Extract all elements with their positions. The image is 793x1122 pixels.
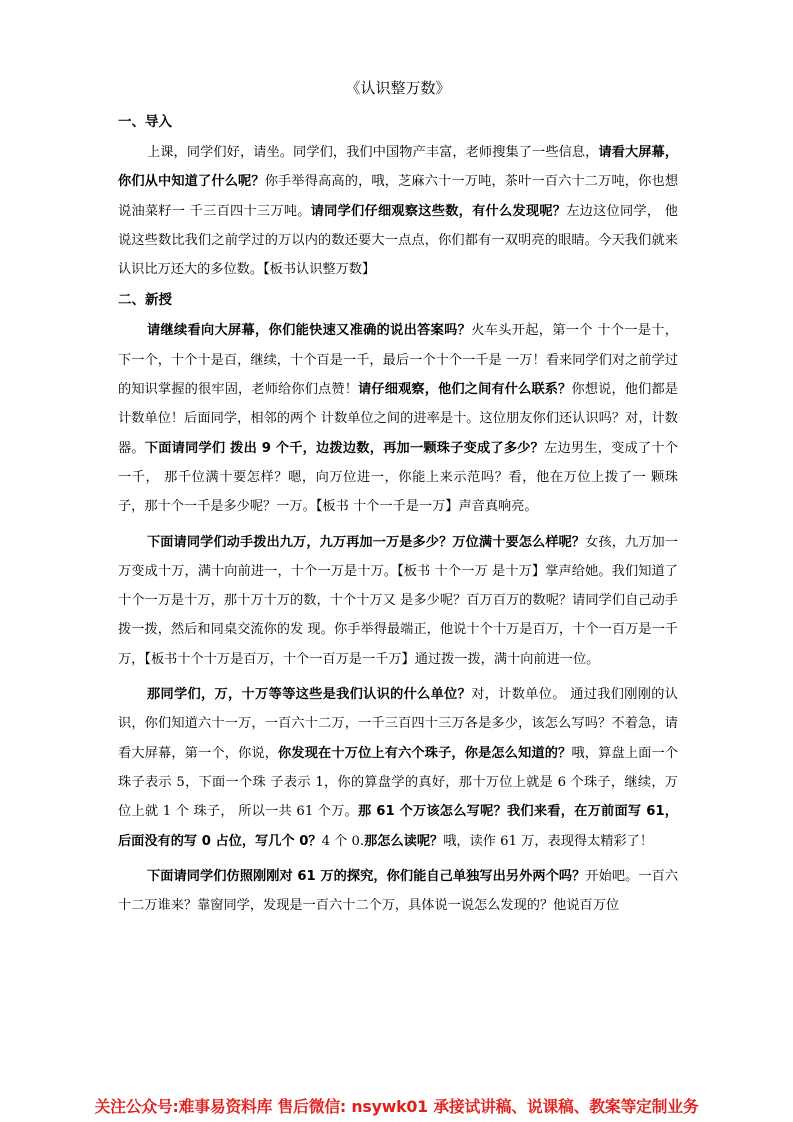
bold-text-run: 下面请同学们仿照刚刚对 61 万的探究，你们能自己单独写出另外两个吗？ [147,868,586,884]
paragraph [118,862,678,921]
bold-text-run: 请同学们仔细观察这些数，有什么发现呢？ [310,203,567,219]
paragraph [118,316,678,521]
text-run: 开始吧。一百六十二万谁来？靠窗同学，发现是一百六十二个万，具体说一说怎么发现的？他说百万位 [118,868,679,914]
bold-text-run: 那怎么读呢？ [364,833,444,849]
section-new-lesson-body [118,316,678,920]
bold-text-run: 请仔细观察，他们之间有什么联系？ [358,382,572,398]
text-run: 哦，算盘上面一个珠子表示 5，下面一个珠 子表示 1，你的算盘学的真好，那十万位上就是 6 个珠子，继续，万位上就 1 个 珠子， 所以一共 61 个万。 [118,745,679,820]
text-run: 你手举得高高的，哦，芝麻六十一万吨，茶叶一百六十二万吨，你也想说油菜籽一 千三百四十三万吨。 [118,174,679,219]
bold-text-run: 请继续看向大屏幕，你们能快速又准确的说出答案吗？ [147,323,472,339]
paragraph [118,680,678,856]
section-heading-new-lesson: 二、新授 [118,292,172,309]
bold-text-run: 下面请同学们 拨出 9 个千，边拨边数，再加一颗珠子变成了多少？ [144,440,545,456]
text-run: 对，计数单位。 通过我们刚刚的认识，你们知道六十一万，一百六十二万，一千三百四十三万各是多少，该怎么写吗？不着急，请看大屏幕，第一个，你说， [118,687,678,761]
section-intro-body [118,138,678,284]
bold-text-run: 下面请同学们动手拨出九万，九万再加一万是多少？万位满十要怎么样呢？ [147,534,586,550]
document-title: 《认识整万数》 [345,79,451,97]
text-run: 4 个 0. [321,833,365,849]
document-page [118,78,678,926]
paragraph [118,138,678,284]
footer-banner: 关注公众号:难事易资料库 售后微信: nsywk01 承接试讲稿、说课稿、教案等定制业务 [94,1097,699,1116]
bold-text-run: 那 61 个万该怎么写呢？我们来看，在万前面写 61，后面没有的写 0 占位，写几个 0？ [118,804,678,849]
section-heading-intro: 一、导入 [118,114,172,130]
bold-text-run: 那同学们，万，十万等等这些是我们认识的什么单位？ [147,687,472,703]
text-run: 上课，同学们好，请坐。同学们，我们中国物产丰富，老师搜集了一些信息， [147,145,599,160]
text-run: 火车头开起，第一个 十个一是十，下一个，十个十是百，继续，十个百是一千，最后一个十个一千是 一万！看来同学们对之前学过的知识掌握的很牢固，老师给你们点赞！ [118,323,678,398]
text-run: 哦，读作 61 万，表现得太精彩了！ [443,833,654,849]
text-run: 女孩，九万加一万变成十万，满十向前进一，十个一万是十万。【板书 十个一万 是十万】掌声给她。我们知道了十个一万是十万，那十万十万的数，十个十万又 是多少呢？百万百万的数呢？请同学们自己动手拨一拨，然后和同桌交流你的发 现。你手举得最端正，他说十个十万是百万，十个一百万是一千万，【板书十个十万是百万，十个一百万是一千万】通过拨一拨，满十向前进一位。 [118,534,679,667]
text-run: 左边男生，变成了十个一千， 那千位满十要怎样？嗯，向万位进一，你能上来示范吗？看，他在万位上拨了一 颗珠子，那十个一千是多少呢？一万。【板书 十个一千是一万】声音真响亮。 [118,440,679,515]
paragraph [118,528,678,674]
text-run: 左边这位同学， 他说这些数比我们之前学过的万以内的数还要大一点点，你们都有一双明亮的眼睛。今天我们就来认识比万还大的多位数。【板书认识整万数】 [118,203,678,278]
bold-text-run: 你发现在十万位上有六个珠子，你是怎么知道的？ [278,745,572,761]
text-run: 你想说，他们都是计数单位！后面同学，相邻的两个 计数单位之间的进率是十。这位朋友你们还认识吗？对，计数器。 [118,382,678,456]
bold-text-run: 请看大屏幕，你们从中知道了什么呢？ [118,145,679,190]
